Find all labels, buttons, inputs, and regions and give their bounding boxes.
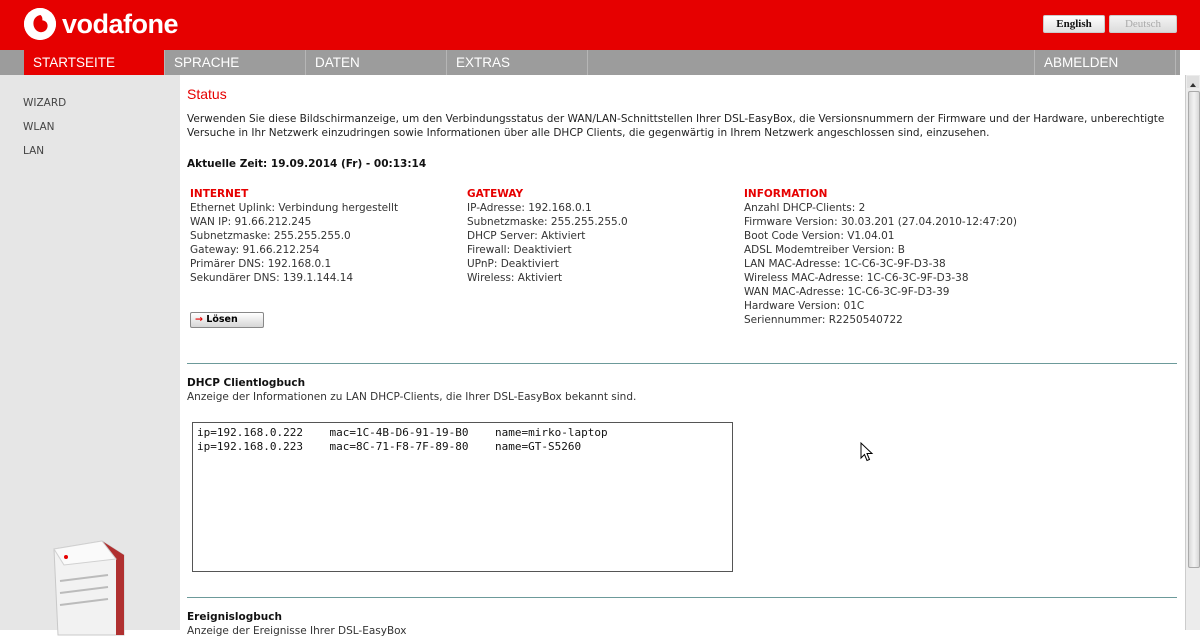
scroll-thumb[interactable] — [1188, 91, 1200, 568]
main-content — [180, 75, 1185, 637]
internet-line: Primärer DNS: 192.168.0.1 — [190, 258, 332, 270]
status-description: Verwenden Sie diese Bildschirmanzeige, um den Verbindungsstatus der WAN/LAN-Schnittstellen Ihrer DSL-EasyBox, die Versionsnummern der Firmware und der Hardware, unberechtigte Versuche in Ihr Netzwerk einzudringen sowie Informationen über alle DHCP Clients, die gegenwärtig in Ihrem Netzwerk angeschlossen sind, einzusehen. — [187, 113, 1165, 139]
nav-end — [1175, 50, 1185, 75]
information-line: Firmware Version: 30.03.201 (27.04.2010-12:47:20) — [744, 216, 1017, 228]
language-english-button[interactable]: English — [1043, 15, 1105, 33]
nav-abmelden[interactable]: ABMELDEN — [1034, 50, 1175, 75]
information-line: Boot Code Version: V1.04.01 — [744, 230, 895, 242]
scroll-up-button[interactable] — [1187, 76, 1199, 88]
information-section — [744, 187, 1017, 327]
page-title: Status — [187, 86, 227, 102]
events-heading: Ereignislogbuch — [187, 611, 282, 623]
nav-sprache[interactable]: SPRACHE — [164, 50, 305, 75]
information-line: WAN MAC-Adresse: 1C-C6-3C-9F-D3-39 — [744, 286, 950, 298]
dhcp-heading: DHCP Clientlogbuch — [187, 377, 306, 389]
vodafone-speechmark-icon — [24, 8, 56, 40]
gateway-line: DHCP Server: Aktiviert — [467, 230, 586, 242]
gateway-line: Subnetzmaske: 255.255.255.0 — [467, 216, 628, 228]
arrow-up-icon — [1187, 79, 1199, 91]
information-line: Hardware Version: 01C — [744, 300, 865, 312]
internet-line: WAN IP: 91.66.212.245 — [190, 216, 312, 228]
gateway-heading: GATEWAY — [467, 188, 524, 200]
nav-daten[interactable]: DATEN — [305, 50, 446, 75]
information-line: LAN MAC-Adresse: 1C-C6-3C-9F-D3-38 — [744, 258, 946, 270]
gateway-line: UPnP: Deaktiviert — [467, 258, 559, 270]
internet-section — [190, 187, 398, 285]
sidebar-item-lan[interactable]: LAN — [23, 145, 45, 157]
internet-line: Sekundärer DNS: 139.1.144.14 — [190, 272, 354, 284]
sidebar-item-wizard[interactable]: WIZARD — [23, 97, 67, 109]
information-line: Anzahl DHCP-Clients: 2 — [744, 202, 866, 214]
internet-heading: INTERNET — [190, 188, 249, 200]
information-line: Wireless MAC-Adresse: 1C-C6-3C-9F-D3-38 — [744, 272, 969, 284]
information-heading: INFORMATION — [744, 188, 828, 200]
information-line: Seriennummer: R2250540722 — [744, 314, 903, 326]
dhcp-description: Anzeige der Informationen zu LAN DHCP-Clients, die Ihrer DSL-EasyBox bekannt sind. — [187, 391, 637, 403]
events-description: Anzeige der Ereignisse Ihrer DSL-EasyBox — [187, 625, 407, 637]
gateway-line: Firewall: Deaktiviert — [467, 244, 572, 256]
nav-spacer — [587, 50, 1034, 75]
divider — [187, 363, 1177, 364]
gateway-line: IP-Adresse: 192.168.0.1 — [467, 202, 592, 214]
gateway-line: Wireless: Aktiviert — [467, 272, 563, 284]
internet-line: Ethernet Uplink: Verbindung hergestellt — [190, 202, 399, 214]
header-bar — [0, 0, 1200, 50]
arrow-right-icon: → — [195, 314, 203, 325]
nav-extras[interactable]: EXTRAS — [446, 50, 587, 75]
information-line: ADSL Modemtreiber Version: B — [744, 244, 906, 256]
divider — [187, 597, 1177, 598]
mouse-pointer-icon — [860, 442, 874, 462]
easybox-device-icon — [44, 535, 128, 635]
language-deutsch-button[interactable]: Deutsch — [1109, 15, 1177, 33]
dhcp-log-textarea[interactable]: ip=192.168.0.222 mac=1C-4B-D6-91-19-B0 name=mirko-laptop ip=192.168.0.223 mac=8C-71-F8-7F-89-80 name=GT-S5260 — [192, 422, 733, 572]
main-nav — [0, 50, 1180, 75]
logo-text: vodafone — [62, 8, 179, 39]
internet-line: Gateway: 91.66.212.254 — [190, 244, 320, 256]
current-time: Aktuelle Zeit: 19.09.2014 (Fr) - 00:13:14 — [187, 158, 427, 170]
loesen-button[interactable] — [190, 312, 264, 328]
page-scrollbar[interactable] — [1185, 75, 1200, 630]
loesen-label: Lösen — [206, 314, 238, 325]
internet-line: Subnetzmaske: 255.255.255.0 — [190, 230, 351, 242]
gateway-section — [467, 187, 628, 285]
vodafone-logo[interactable] — [24, 8, 178, 40]
sidebar-item-wlan[interactable]: WLAN — [23, 121, 55, 133]
nav-startseite[interactable]: STARTSEITE — [24, 50, 164, 75]
